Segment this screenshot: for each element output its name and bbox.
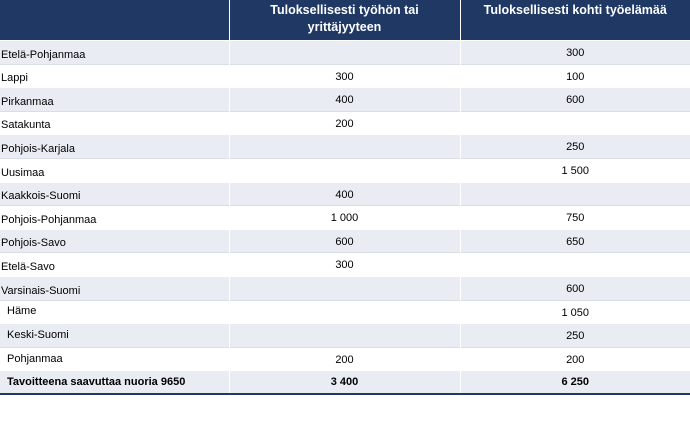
table-row [0,64,690,88]
table-row [0,324,690,348]
total-work-cell: 3 400 [229,371,460,395]
table-row [0,111,690,135]
work-value-cell [229,158,460,182]
header-work-or-entrepreneurship: Tuloksellisesti työhön tai yrittäjyyteen [229,0,460,41]
work-value-cell: 400 [229,88,460,112]
toward-value-cell: 600 [460,88,690,112]
header-toward-working-life: Tuloksellisesti kohti työelämää [460,0,690,41]
work-value-cell: 200 [229,347,460,371]
region-cell: Lappi [0,64,229,88]
region-cell: Uusimaa [0,158,229,182]
toward-value-cell: 750 [460,206,690,230]
header-region [0,0,229,41]
region-cell: Pohjois-Savo [0,229,229,253]
region-cell: Etelä-Pohjanmaa [0,41,229,65]
work-value-cell [229,300,460,324]
table-row [0,158,690,182]
toward-value-cell: 650 [460,229,690,253]
region-cell: Satakunta [0,111,229,135]
toward-value-cell: 250 [460,135,690,159]
work-value-cell [229,41,460,65]
table-row [0,229,690,253]
table-row [0,182,690,206]
table-row [0,253,690,277]
total-label-cell: Tavoitteena saavuttaa nuoria 9650 [0,371,229,395]
region-cell: Kaakkois-Suomi [0,182,229,206]
table-row [0,347,690,371]
work-value-cell: 300 [229,64,460,88]
region-cell: Pohjois-Karjala [0,135,229,159]
table-row [0,300,690,324]
work-value-cell [229,324,460,348]
table-header [0,0,690,41]
table-row [0,41,690,65]
work-value-cell: 1 000 [229,206,460,230]
toward-value-cell: 1 500 [460,158,690,182]
table-row [0,88,690,112]
table-row [0,135,690,159]
toward-value-cell: 1 050 [460,300,690,324]
toward-value-cell: 100 [460,64,690,88]
region-cell: Pohjois-Pohjanmaa [0,206,229,230]
work-value-cell: 600 [229,229,460,253]
table-row [0,276,690,300]
total-row [0,371,690,395]
region-cell: Pohjanmaa [0,347,229,371]
toward-value-cell [460,182,690,206]
work-value-cell: 200 [229,111,460,135]
total-toward-cell: 6 250 [460,371,690,395]
region-cell: Varsinais-Suomi [0,276,229,300]
work-value-cell [229,135,460,159]
table-row [0,206,690,230]
toward-value-cell: 600 [460,276,690,300]
region-cell: Pirkanmaa [0,88,229,112]
table-body [0,41,690,395]
toward-value-cell: 250 [460,324,690,348]
region-cell: Etelä-Savo [0,253,229,277]
toward-value-cell [460,111,690,135]
toward-value-cell: 200 [460,347,690,371]
work-value-cell: 400 [229,182,460,206]
work-value-cell [229,276,460,300]
toward-value-cell: 300 [460,41,690,65]
region-cell: Keski-Suomi [0,324,229,348]
work-value-cell: 300 [229,253,460,277]
region-cell: Häme [0,300,229,324]
toward-value-cell [460,253,690,277]
